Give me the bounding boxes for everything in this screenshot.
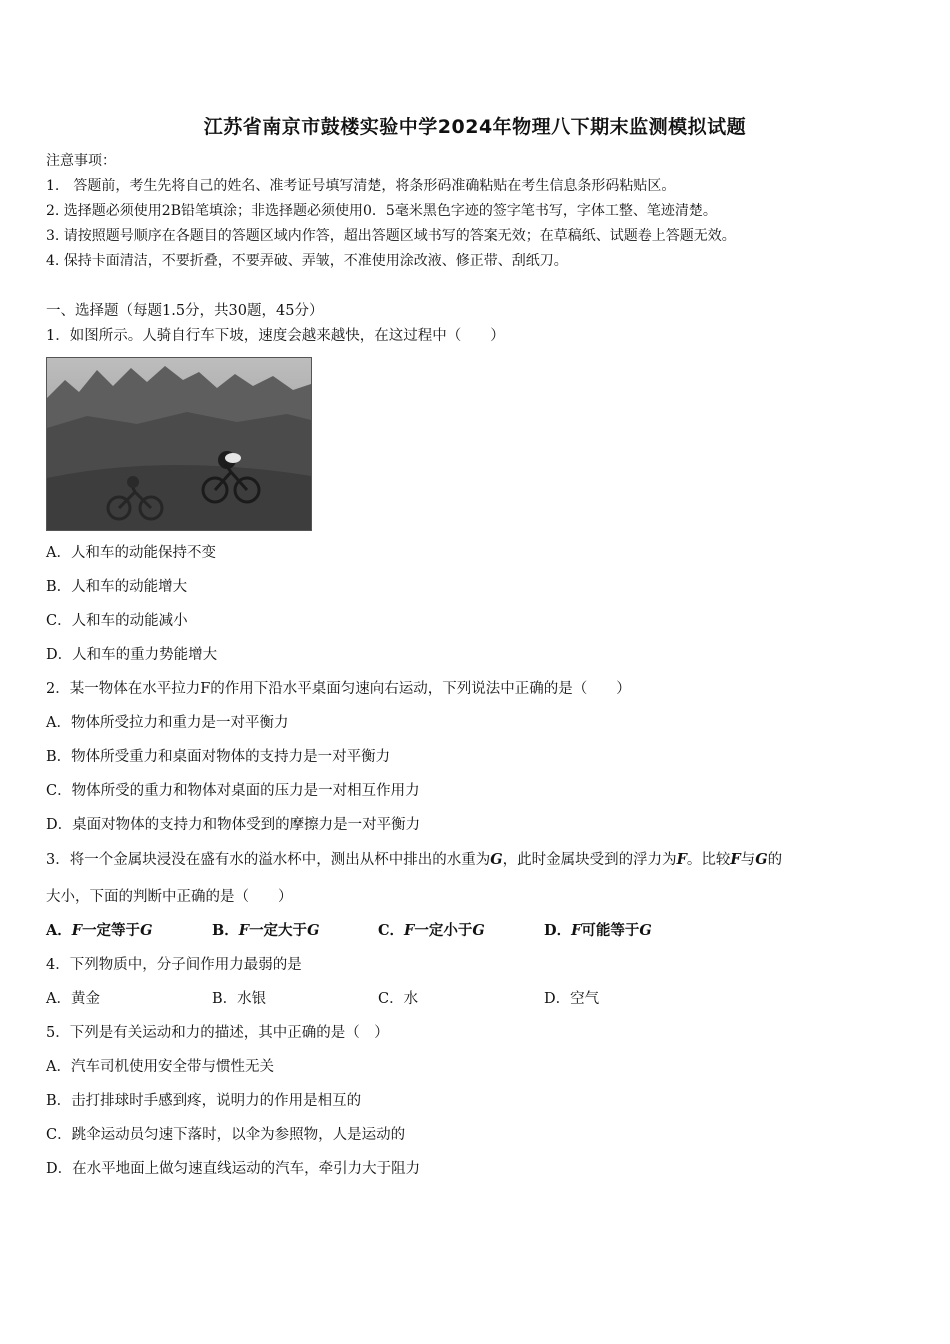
question-4-option: D．空气 xyxy=(544,991,600,1007)
question-4-option: A．黄金 xyxy=(46,991,100,1007)
question-4-options xyxy=(46,989,710,1009)
question-2-option: C．物体所受的重力和物体对桌面的压力是一对相互作用力 xyxy=(46,783,420,799)
question-5-stem: 5．下列是有关运动和力的描述，其中正确的是（ ） xyxy=(46,1025,389,1041)
question-5-option: D．在水平地面上做匀速直线运动的汽车，牵引力大于阻力 xyxy=(46,1161,421,1177)
question-3-option-c: C．F一定小于G xyxy=(378,922,485,939)
question-5-option: C．跳伞运动员匀速下落时，以伞为参照物，人是运动的 xyxy=(46,1127,406,1143)
question-1-option: D．人和车的重力势能增大 xyxy=(46,647,218,663)
question-2-option: D．桌面对物体的支持力和物体受到的摩擦力是一对平衡力 xyxy=(46,817,421,833)
question-3-stem: 3．将一个金属块浸没在盛有水的溢水杯中，测出从杯中排出的水重为G，此时金属块受到的浮力为F。比较F与G的 xyxy=(46,851,783,868)
question-3-options xyxy=(46,921,710,941)
question-5-option: B．击打排球时手感到疼，说明力的作用是相互的 xyxy=(46,1093,362,1109)
notice-item: 3. 请按照题号顺序在各题目的答题区域内作答，超出答题区域书写的答案无效；在草稿纸、试题卷上答题无效。 xyxy=(46,228,736,244)
question-1-option: A．人和车的动能保持不变 xyxy=(46,545,216,561)
section-heading: 一、选择题（每题1.5分，共30题，45分） xyxy=(46,303,324,319)
question-2-stem: 2．某一物体在水平拉力F的作用下沿水平桌面匀速向右运动，下列说法中正确的是（ ） xyxy=(46,681,631,697)
question-3-stem-continued: 大小，下面的判断中正确的是（ ） xyxy=(46,889,293,905)
question-2-option: B．物体所受重力和桌面对物体的支持力是一对平衡力 xyxy=(46,749,391,765)
question-1-option: C．人和车的动能减小 xyxy=(46,613,188,629)
question-3-option-b: B．F一定大于G xyxy=(212,922,320,939)
question-1-option: B．人和车的动能增大 xyxy=(46,579,188,595)
notice-heading: 注意事项： xyxy=(46,153,116,169)
question-3-option-a: A．F一定等于G xyxy=(46,922,153,939)
page-title: 江苏省南京市鼓楼实验中学2024年物理八下期末监测模拟试题 xyxy=(203,116,747,138)
question-3-option-d: D．F可能等于G xyxy=(544,922,652,939)
question-5-option: A．汽车司机使用安全带与惯性无关 xyxy=(46,1059,274,1075)
notice-item: 4. 保持卡面清洁，不要折叠，不要弄破、弄皱，不准使用涂改液、修正带、刮纸刀。 xyxy=(46,253,568,269)
question-1-stem: 1．如图所示。人骑自行车下坡，速度会越来越快，在这过程中（ ） xyxy=(46,328,505,344)
question-4-stem: 4．下列物质中，分子间作用力最弱的是 xyxy=(46,957,302,973)
question-2-option: A．物体所受拉力和重力是一对平衡力 xyxy=(46,715,289,731)
question-4-option: B．水银 xyxy=(212,991,267,1007)
photo-illustration xyxy=(47,358,311,530)
cyclist-downhill-photo xyxy=(46,357,312,531)
question-4-option: C．水 xyxy=(378,991,419,1007)
notice-item: 1. 答题前，考生先将自己的姓名、准考证号填写清楚，将条形码准确粘贴在考生信息条形码粘贴区。 xyxy=(46,178,676,194)
notice-item: 2. 选择题必须使用2B铅笔填涂；非选择题必须使用0．5毫米黑色字迹的签字笔书写，字体工整、笔迹清楚。 xyxy=(46,203,717,219)
